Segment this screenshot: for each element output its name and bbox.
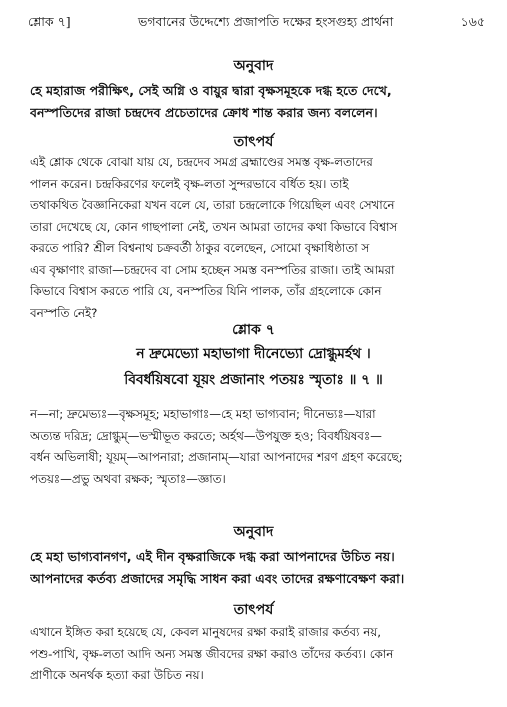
purport-text-2	[30, 622, 486, 687]
text-line: তারা দেখেছে যে, কোন গাছপালা নেই, তখন আমরা তাদের কথা কিভাবে বিশ্বাস	[30, 219, 398, 234]
running-header	[28, 12, 485, 36]
text-line: এব বৃক্ষাণাং রাজা—চন্দ্রদেব বা সোম হচ্ছেন সমস্ত বনস্পতির রাজা। তাই আমরা	[30, 262, 395, 277]
purport-heading: তাৎপর্য	[233, 134, 274, 150]
verse-heading: শ্লোক ৭	[232, 322, 275, 338]
text-line: আপনাদের কর্তব্য প্রজাদের সমৃদ্ধি সাধন করা এবং তাদের রক্ষণাবেক্ষণ করা।	[30, 571, 405, 586]
text-line: ন—না; দ্রুমেভ্যঃ—বৃক্ষসমূহ; মহাভাগাঃ—হে মহা ভাগ্যবান; দীনেভ্যঃ—যারা	[30, 407, 376, 421]
text-line: এখানে ইঙ্গিত করা হয়েছে যে, কেবল মানুষদের রক্ষা করাই রাজার কর্তব্য নয়,	[30, 625, 381, 639]
text-line: পশু-পাখি, বৃক্ষ-লতা আদি অন্য সমস্ত জীবদের রক্ষা করাও তাঁদের কর্তব্য। কোন	[30, 646, 394, 661]
text-line: বনস্পতিদের রাজা চন্দ্রদেব প্রচেতাদের ক্রোধ শান্ত করার জন্য বললেন।	[30, 105, 378, 120]
verse-line-1: ন দ্রুমেভ্যো মহাভাগা দীনেভ্যো দ্রোগ্ধুমর্হথ ।	[136, 346, 371, 362]
translation-text	[30, 80, 486, 124]
text-line: করতে পারি? শ্রীল বিশ্বনাথ চক্রবর্তী ঠাকুর বলেছেন, সোমো বৃক্ষাধিষ্ঠাতা স	[30, 241, 370, 255]
text-line: তথাকথিত বৈজ্ঞানিকেরা যখন বলে যে, তারা চন্দ্রলোকে গিয়েছিল এবং সেখানে	[30, 198, 395, 212]
text-line: এই শ্লোক থেকে বোঝা যায় যে, চন্দ্রদেব সমগ্র ব্রহ্মাণ্ডের সমস্ত বৃক্ষ-লতাদের	[30, 155, 373, 169]
chapter-title: ভগবানের উদ্দেশ্যে প্রজাপতি দক্ষের হংসগুহ্য প্রার্থনা	[138, 14, 394, 29]
purport-text	[30, 152, 486, 324]
page-number: ১৬৫	[460, 14, 485, 29]
text-line: পালন করেন। চন্দ্রকিরণের ফলেই বৃক্ষ-লতা সুন্দরভাবে বর্ধিত হয়। তাই	[30, 176, 349, 191]
translation-heading: অনুবাদ	[233, 58, 274, 74]
verse-line-2: বিবর্ধয়িষবো যূয়ং প্রজানাং পতয়ঃ স্মৃতাঃ ॥ ৭ ॥	[124, 372, 383, 388]
synonyms-text	[30, 404, 486, 490]
text-line: অত্যন্ত দরিদ্র; দ্রোগ্ধুম্—ভস্মীভূত করতে; অর্হথ—উপযুক্ত হও; বিবর্ধয়িষবঃ—	[30, 428, 382, 443]
translation-heading-2: অনুবাদ	[233, 524, 274, 540]
text-line: বর্ধন অভিলাষী; যূয়ম্—আপনারা; প্রজানাম্—যারা আপনাদের শরণ গ্রহণ করেছে;	[30, 450, 403, 464]
text-line: বনস্পতি নেই?	[30, 305, 98, 320]
translation-text-2	[30, 546, 486, 590]
verse-reference: শ্লোক ৭]	[28, 14, 71, 29]
text-line: প্রাণীকে অনর্থক হত্যা করা উচিত নয়।	[30, 668, 204, 682]
text-line: হে মহারাজ পরীক্ষিৎ, সেই অগ্নি ও বায়ুর দ্বারা বৃক্ষসমূহকে দগ্ধ হতে দেখে,	[30, 83, 392, 98]
text-line: কিভাবে বিশ্বাস করতে পারি যে, বনস্পতির যিনি পালক, তাঁর গ্রহলোকে কোন	[30, 284, 382, 298]
purport-heading-2: তাৎপর্য	[233, 602, 274, 618]
text-line: পতয়ঃ—প্রভু অথবা রক্ষক; স্মৃতাঃ—জ্ঞাত।	[30, 471, 226, 486]
text-line: হে মহা ভাগ্যবানগণ, এই দীন বৃক্ষরাজিকে দগ্ধ করা আপনাদের উচিত নয়।	[30, 549, 395, 564]
